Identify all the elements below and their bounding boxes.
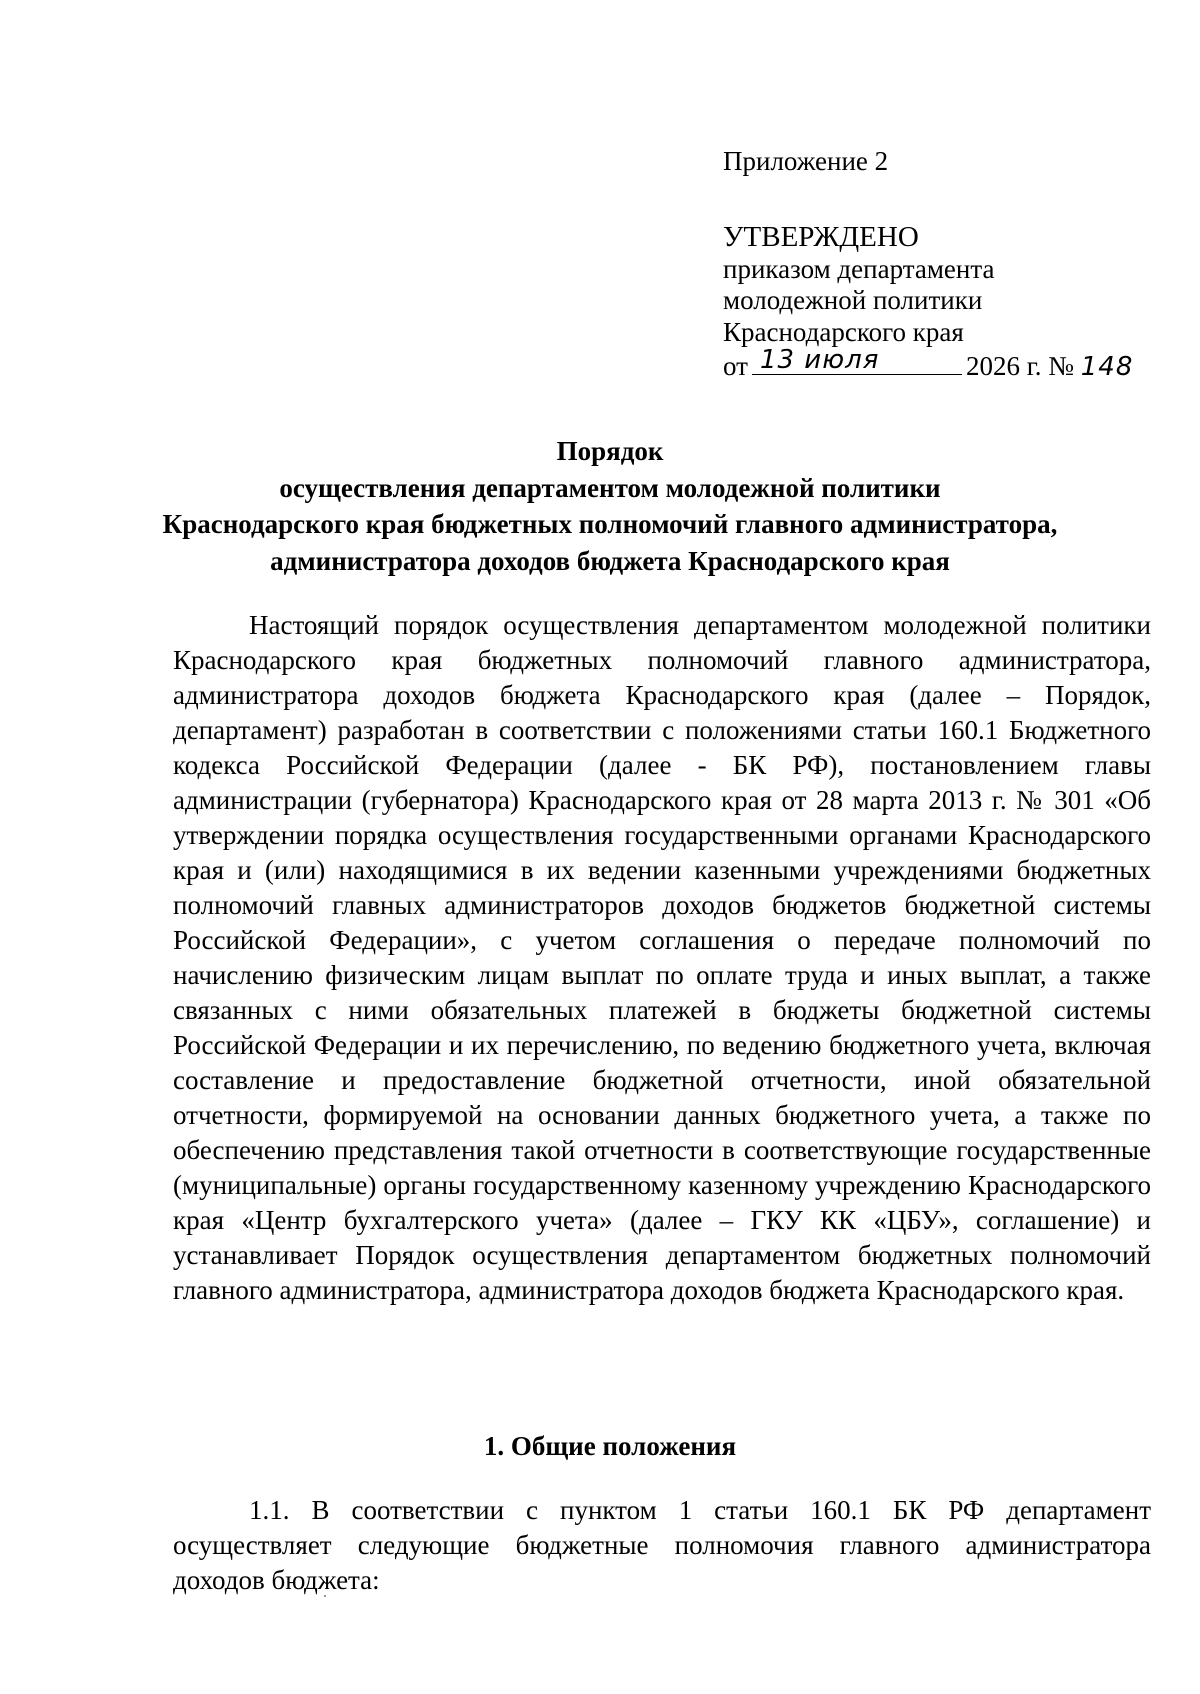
- handwritten-number: 148: [1080, 352, 1134, 382]
- title-line-3: Краснодарского края бюджетных полномочий главного администратора,: [162, 509, 1058, 539]
- date-year: 2026 г.: [965, 351, 1042, 381]
- approval-line-region: Краснодарского края: [723, 316, 964, 347]
- appendix-label: Приложение 2: [723, 146, 889, 176]
- approved-stamp-text: УТВЕРЖДЕНО: [723, 220, 919, 253]
- title-line-2: осуществления департаментом молодежной политики: [279, 472, 941, 503]
- intro-paragraph: Настоящий порядок осуществления департаментом молодежной политики Краснодарского края бюджетных полномочий главного администратора, администратора доходов бюджета Краснодарского края (далее – Порядок, департамент) разработан в соответствии с положениями статьи 160.1 Бюджетного кодекса Российской Федерации (далее - БК РФ), постановлением главы администрации (губернатора) Краснодарского края от 28 марта 2013 г. № 301 «Об утверждении порядка осуществления государственными органами Краснодарского края и (или) находящимися в их ведении казенными учреждениями бюджетных полномочий главных администраторов доходов бюджетов бюджетной системы Российской Федерации», с учетом соглашения о передаче полномочий по начислению физическим лицам выплат по оплате труда и иных выплат, а также связанных с ними обязательных платежей в бюджеты бюджетной системы Российской Федерации и их перечислению, по ведению бюджетного учета, включая составление и предоставление бюджетной отчетности, иной обязательной отчетности, формируемой на основании данных бюджетного учета, а также по обеспечению представления такой отчетности в соответствующие государственные (муниципальные) органы государственному казенному учреждению Краснодарского края «Центр бухгалтерского учета» (далее – ГКУ КК «ЦБУ», соглашение) и устанавливает Порядок осуществления департаментом бюджетных полномочий главного администратора, администратора доходов бюджета Краснодарского края.: [173, 610, 1151, 1305]
- section-1-paragraph: 1.1. В соответствии с пунктом 1 статьи 160.1 БК РФ департамент осуществляет следующие бюджетные полномочия главного администратора доходов бюджета:: [173, 1495, 1151, 1595]
- date-prefix: от: [723, 351, 748, 381]
- approval-line-order: приказом департамента: [723, 253, 995, 284]
- section-1-heading: 1. Общие положения: [483, 1431, 737, 1461]
- number-sign: №: [1048, 351, 1074, 381]
- handwritten-date: 13 июля: [759, 344, 880, 375]
- date-blank: [752, 344, 962, 375]
- approval-block: [723, 146, 1133, 384]
- approval-date-line: [723, 344, 1134, 384]
- approval-line-department: молодежной политики: [723, 285, 983, 315]
- title-line-4: администратора доходов бюджета Краснодарского края: [270, 545, 950, 576]
- title-line-1: Порядок: [556, 436, 664, 466]
- scan-speck: [324, 1595, 326, 1597]
- document-title: [160, 433, 1060, 579]
